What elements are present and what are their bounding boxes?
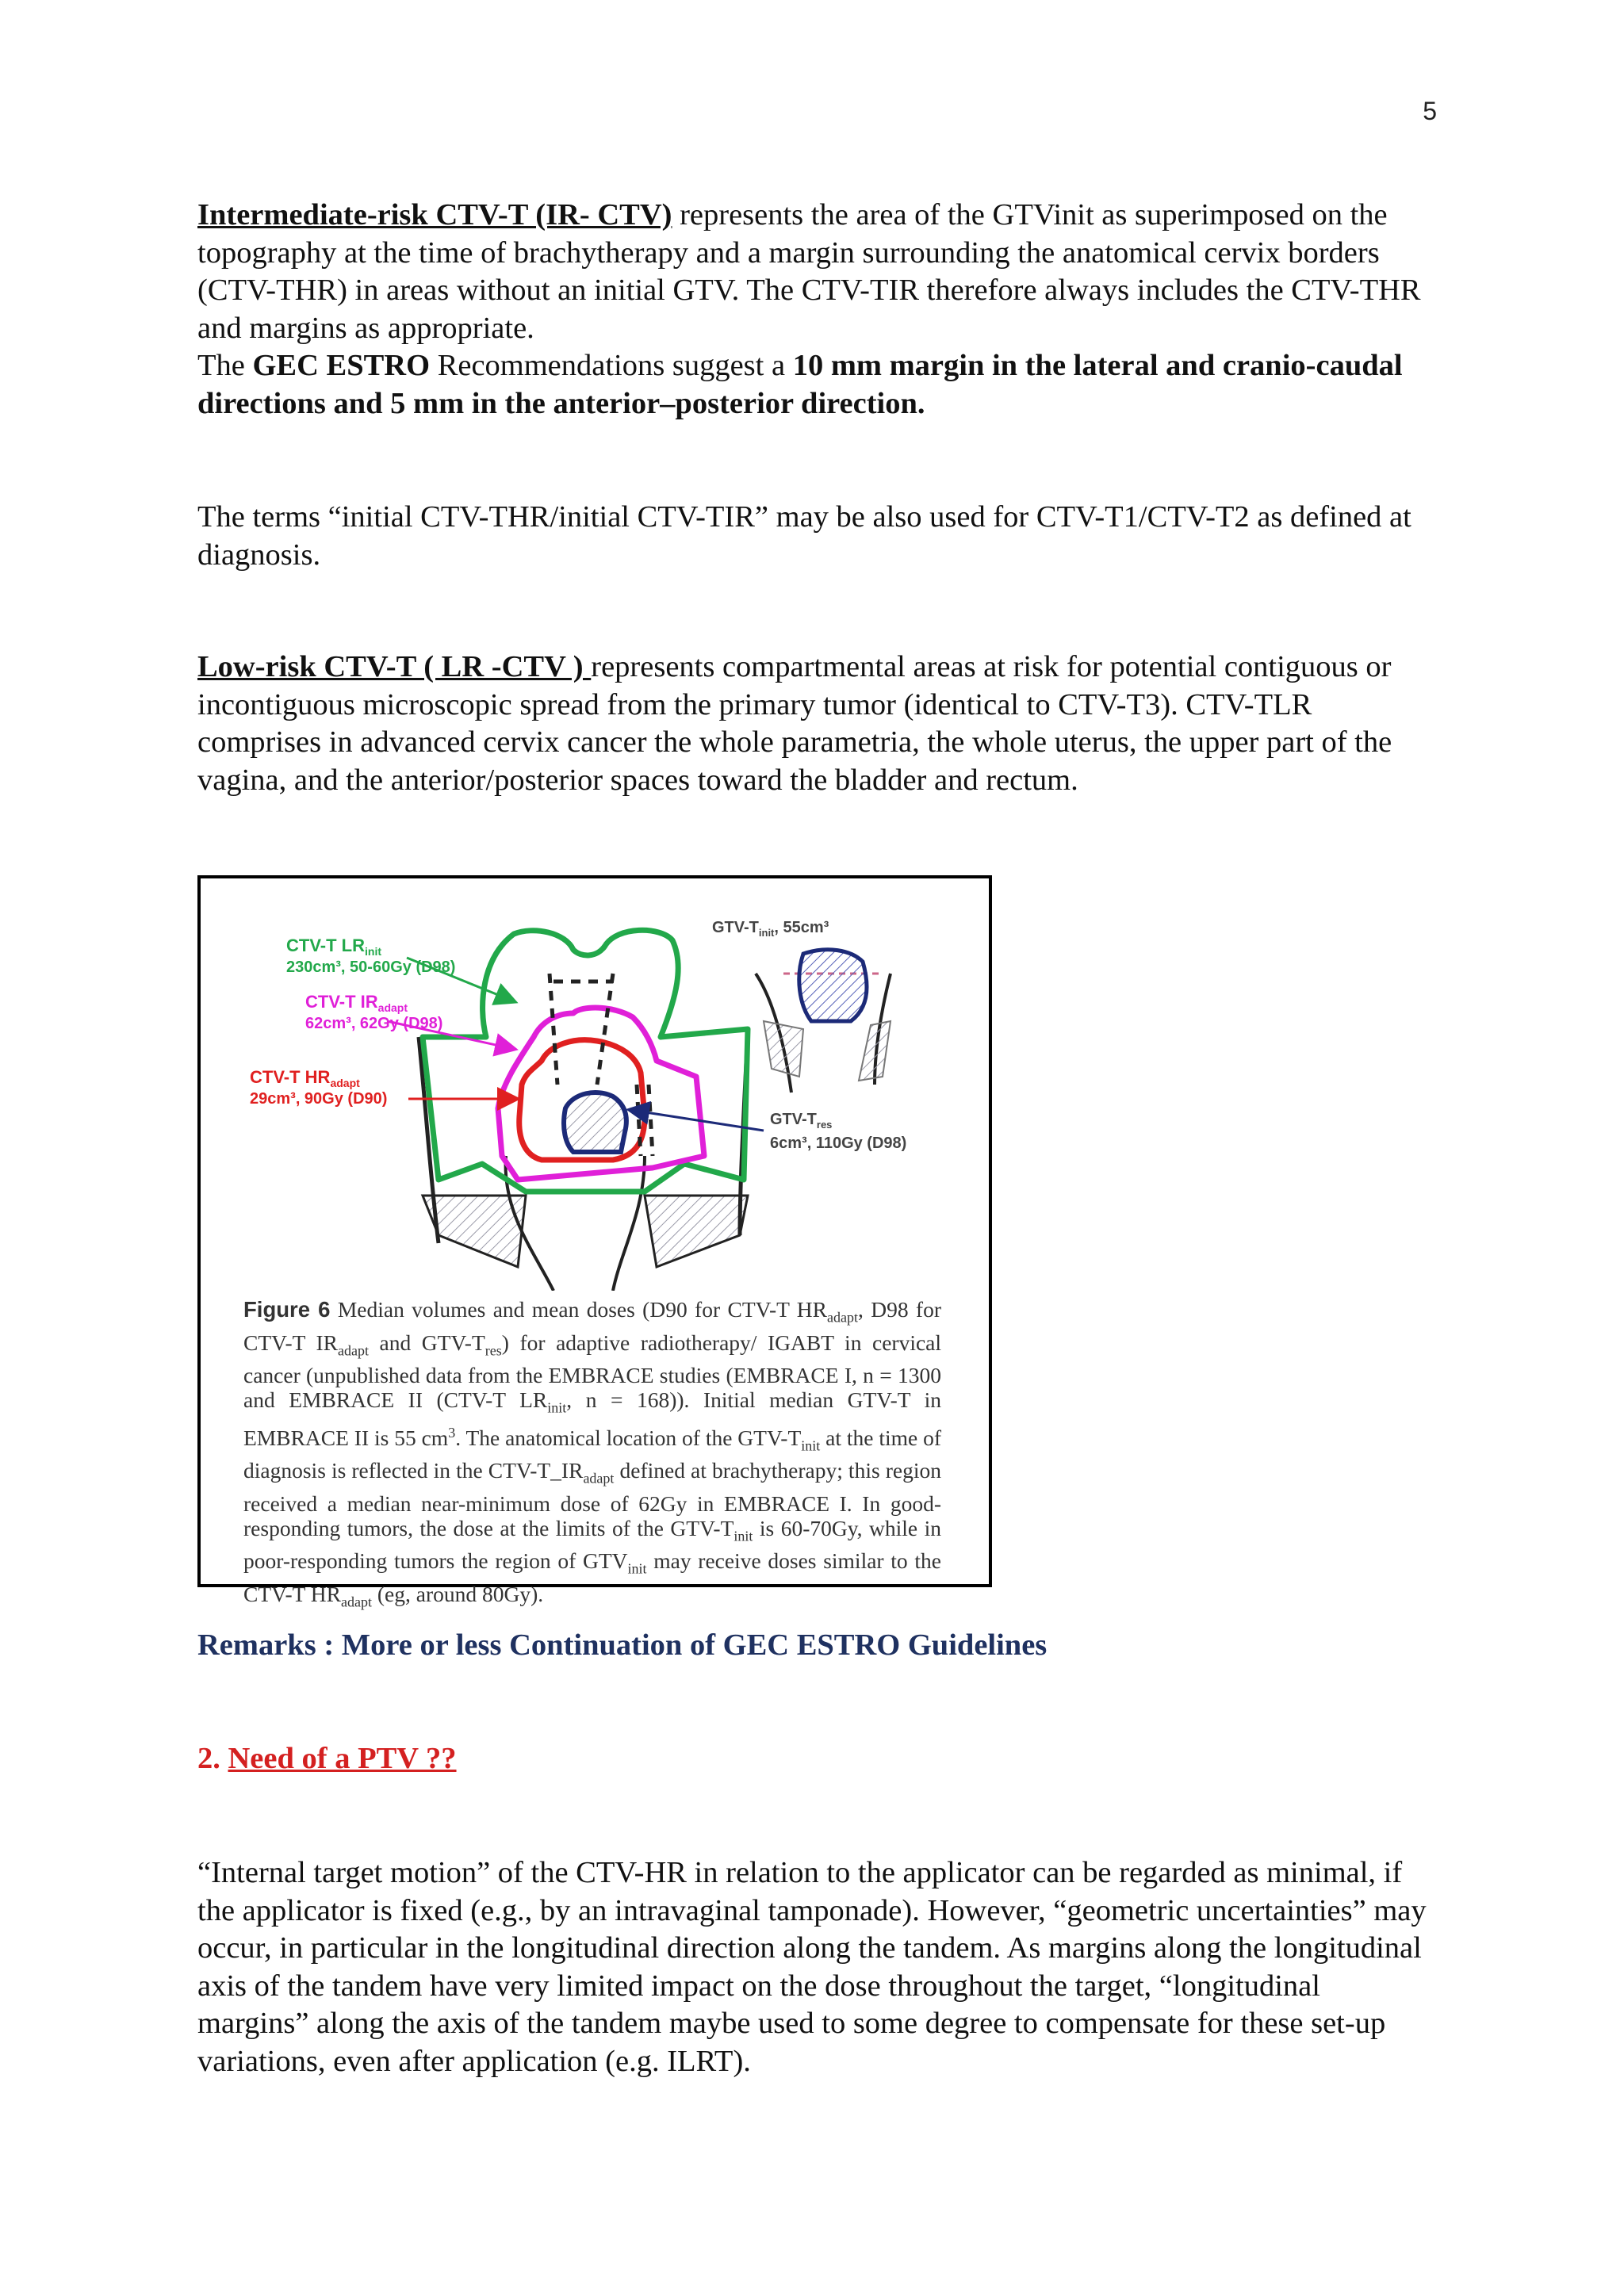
initial-terms-paragraph: The terms “initial CTV-THR/initial CTV-TIR” may be also used for CTV-T1/CTV-T2 as defined at diagnosis. [197, 500, 1411, 572]
figure-caption-label: Figure 6 [243, 1297, 331, 1322]
ir-values: 62cm³, 62Gy (D98) [305, 1015, 443, 1032]
vaginal-wall-right [613, 1156, 645, 1291]
right-parametrium-hatch [645, 1196, 748, 1267]
lr-label: CTV-T $LR_{init}$ [286, 936, 381, 958]
gtv-init-inset [756, 950, 891, 1093]
section-2-heading [197, 1741, 457, 1776]
gtv-res-label: GTV-$T_{res}$ [770, 1111, 833, 1131]
gtv-res-values: 6cm³, 110Gy (D98) [770, 1135, 907, 1152]
figure-6 [197, 875, 992, 1610]
gtv-init-label: GTV-$T_{init}$, 55cm³ [712, 919, 829, 939]
target-volumes-diagram [201, 878, 989, 1291]
recommendation-org: GEC ESTRO [252, 349, 431, 382]
low-risk-paragraph [197, 649, 1434, 799]
hr-label: CTV-T $HR_{adapt}$ [250, 1067, 360, 1089]
recommendation-mid: Recommendations suggest a [430, 349, 793, 382]
section-2-title: Need of a PTV ?? [228, 1742, 457, 1775]
hr-values: 29cm³, 90Gy (D90) [250, 1090, 388, 1108]
remarks-heading: Remarks : More or less Continuation of GEC ESTRO Guidelines [197, 1628, 1048, 1662]
low-risk-term: Low-risk CTV-T ( LR -CTV ) [197, 650, 592, 683]
gtv-res-contour [564, 1093, 626, 1152]
lr-values: 230cm³, 50-60Gy (D98) [286, 959, 456, 976]
recommendation-margins: 10 mm margin in the lateral and cranio-caudal directions and 5 mm in the anterior–posterior direction. [197, 349, 1403, 420]
figure-caption: Figure 6 Median volumes and mean doses (D90 for CTV-T $HR_{adapt}$, D98 for CTV-T $IR_{adapt}$ and GTV-$T_{res}$) for adaptive radiotherapy/ IGABT in cervical cancer (unpublished data from the EMBRACE studies (EMBRACE I, n = 1300 and EMBRACE II (CTV-T $LR_{init}$, n = 168)). Initial median GTV-T in EMBRACE II is 55 $cm^3$. The anatomical location of the GTV-$T_{init}$ at the time of diagnosis is reflected in the CTV-$T\_IR_{adapt}$ defined at brachytherapy; this region received a median near-minimum dose of 62Gy in EMBRACE I. In good-responding tumors, the dose at the limits of the GTV-$T_{init}$ is 60-70Gy, while in poor-responding tumors the region of $GTV_{init}$ may receive doses similar to the CTV-T $HR_{adapt}$ (eg, around 80Gy). [243, 1297, 942, 1610]
page-number: 5 [1423, 97, 1437, 125]
low-risk-text: represents compartmental areas at risk for potential contiguous or incontiguous microscopic spread from the primary tumor (identical to CTV-T3). CTV-TLR comprises in advanced cervix cancer the whole parametria, the whole uterus, the upper part of the vagina, and the anterior/posterior spaces toward the bladder and rectum. [197, 650, 1392, 797]
intermediate-risk-text: represents the area of the GTVinit as superimposed on the topography at the time of brachytherapy and a margin surrounding the anatomical cervix borders (CTV-THR) in areas without an initial GTV. The CTV-TIR therefore always includes the CTV-THR and margins as appropriate. [197, 198, 1421, 345]
ir-label: CTV-T $IR_{adapt}$ [305, 992, 408, 1014]
intermediate-risk-paragraph [197, 197, 1434, 423]
recommendation-prefix: The [197, 349, 253, 382]
section-2-number: 2. [197, 1742, 228, 1775]
intermediate-risk-term: Intermediate-risk CTV-T (IR- CTV) [197, 198, 672, 232]
internal-motion-paragraph: “Internal target motion” of the CTV-HR in relation to the applicator can be regarded as minimal, if the applicator is fixed (e.g., by an intravaginal tamponade). However, “geometric uncertainties” may occur, in particular in the longitudinal direction along the tandem. As margins along the longitudinal axis of the tandem have very limited impact on the dose throughout the target, “longitudinal margins” along the axis of the tandem maybe used to some degree to compensate for these set-up variations, even after application (e.g. ILRT). [197, 1856, 1427, 2078]
